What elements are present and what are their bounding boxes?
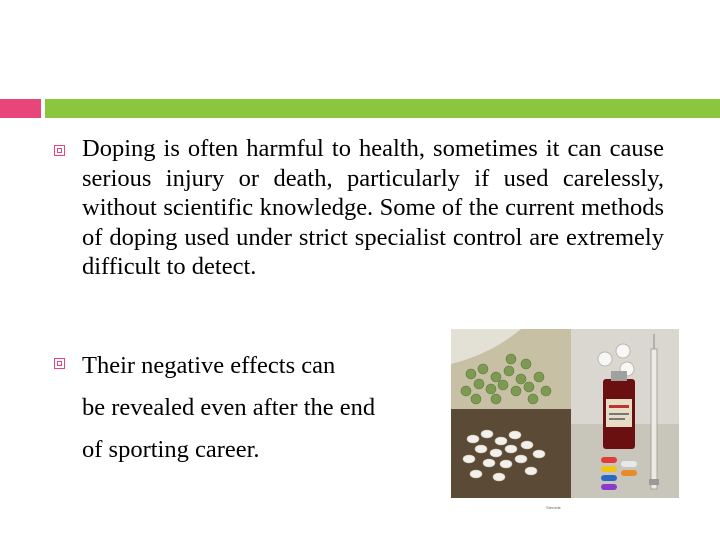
doping-drugs-photo [451,329,679,498]
bullet-text-1: Doping is often harmful to health, sometimes it can cause serious injury or death, particularly if used carelessly, without scientific knowledge. Some of the current methods of doping used under strict specialist control are extremely difficult to detect. [82,135,664,281]
square-bullet-icon [54,145,65,156]
bullet-text-2-line-1: Their negative effects can [82,352,336,379]
square-bullet-icon [54,358,65,369]
bullet-text-2-line-3: of sporting career. [82,436,260,463]
bullet-text-2-line-2: be revealed even after the end [82,394,376,421]
header-accent-bar-pink [0,99,41,118]
bullet-text-2 [82,345,437,471]
photo-credit: Steroids [546,505,561,510]
header-accent-bar-green [45,99,720,118]
